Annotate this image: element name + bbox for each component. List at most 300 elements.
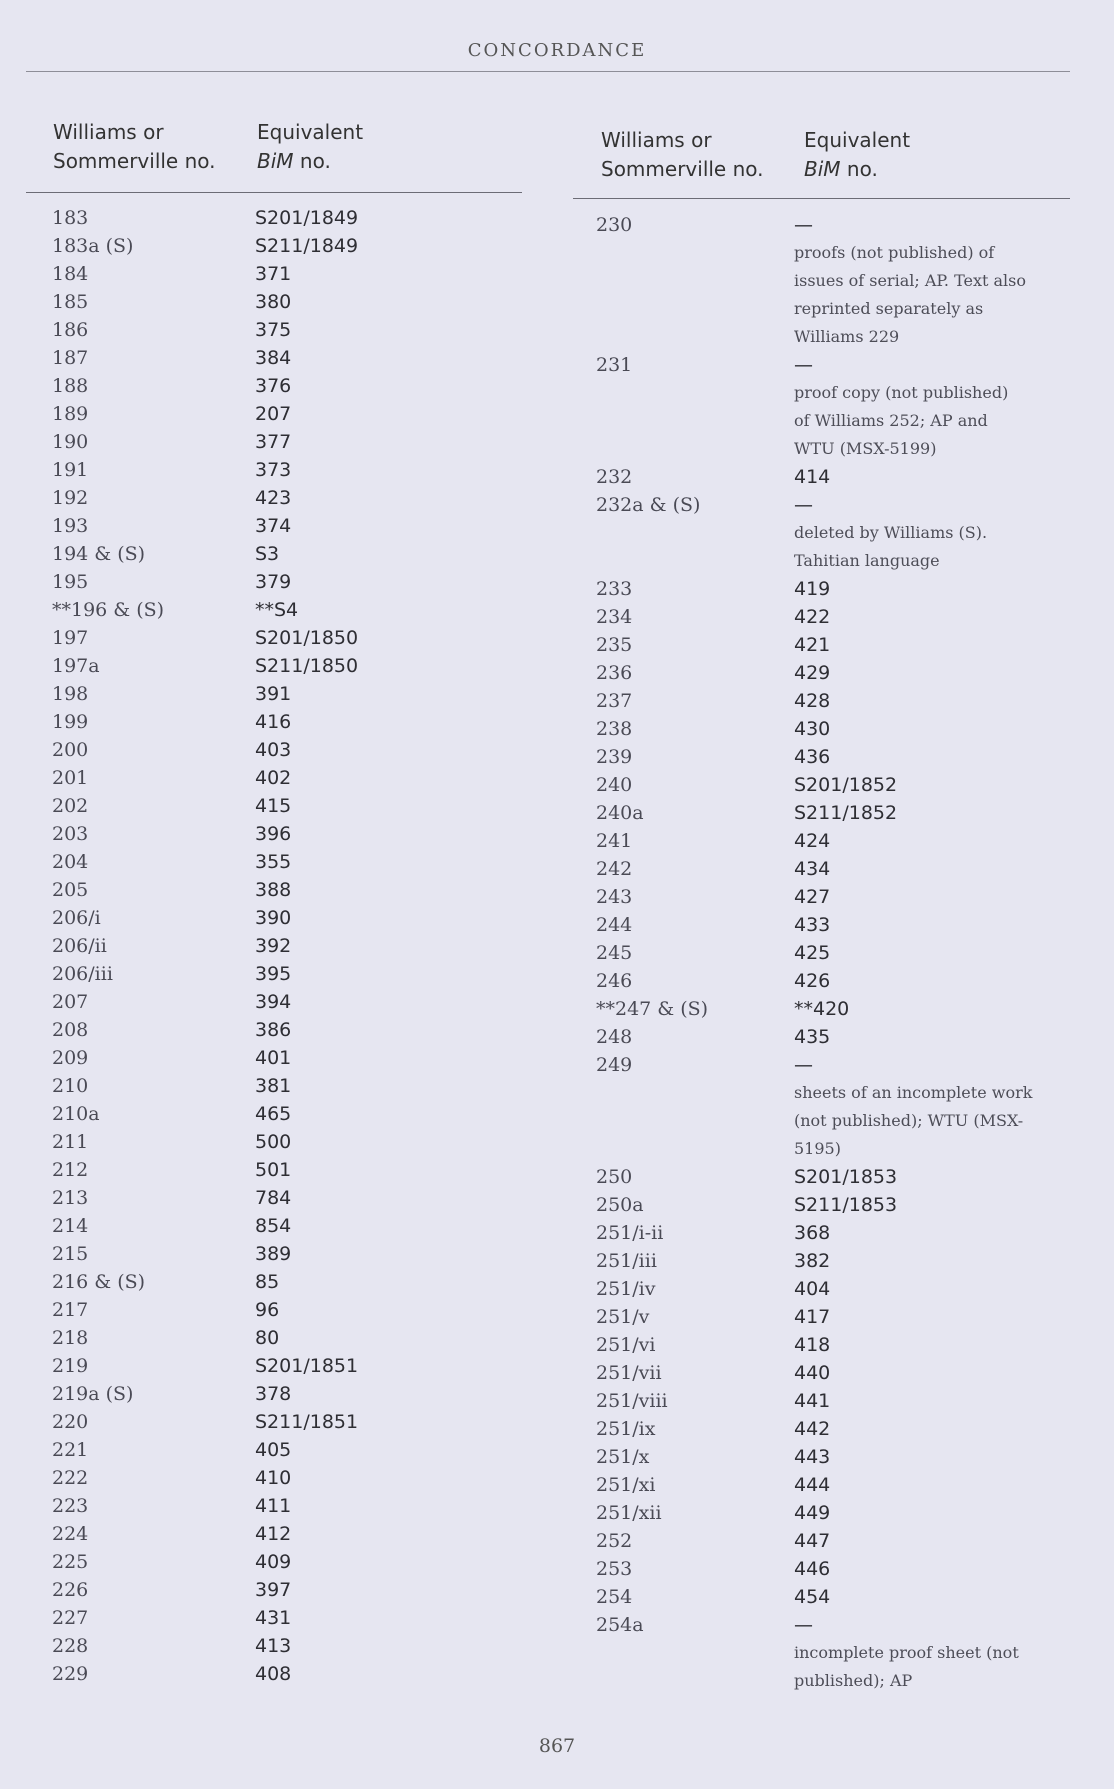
table-row xyxy=(573,1527,1070,1555)
table-row xyxy=(26,204,522,232)
table-row xyxy=(26,344,522,372)
left-column-header xyxy=(26,118,522,176)
bim-number: S211/1849 xyxy=(255,235,359,257)
table-row xyxy=(26,484,522,512)
williams-number: 228 xyxy=(52,1635,89,1657)
williams-number: 208 xyxy=(52,1019,89,1041)
table-row xyxy=(573,995,1070,1023)
williams-number: 183a (S) xyxy=(52,235,134,257)
table-row xyxy=(26,456,522,484)
right-rows xyxy=(573,211,1070,1695)
williams-number: 251/viii xyxy=(596,1390,668,1412)
table-row xyxy=(573,659,1070,687)
bim-number: 378 xyxy=(255,1383,292,1405)
table-row xyxy=(573,1051,1070,1079)
bim-number: S201/1851 xyxy=(255,1355,359,1377)
williams-number: 243 xyxy=(596,886,633,908)
bim-number: 441 xyxy=(794,1390,831,1412)
williams-number: 197a xyxy=(52,655,100,677)
williams-number: 233 xyxy=(596,578,633,600)
header-williams-line1: Williams or xyxy=(601,128,712,152)
bim-number: 424 xyxy=(794,830,831,852)
table-row xyxy=(573,1359,1070,1387)
williams-number: 192 xyxy=(52,487,89,509)
row-note-line: (not published); WTU (MSX- xyxy=(794,1111,1024,1130)
table-row xyxy=(573,1331,1070,1359)
bim-number: 376 xyxy=(255,375,292,397)
bim-number: 80 xyxy=(255,1327,280,1349)
table-row xyxy=(26,1352,522,1380)
bim-number: 430 xyxy=(794,718,831,740)
bim-number: 384 xyxy=(255,347,292,369)
table-row xyxy=(573,1163,1070,1191)
table-row xyxy=(26,428,522,456)
bim-number: 405 xyxy=(255,1439,292,1461)
williams-number: 252 xyxy=(596,1530,633,1552)
row-note-line: of Williams 252; AP and xyxy=(794,411,988,430)
williams-number: 251/iii xyxy=(596,1250,657,1272)
bim-number: 374 xyxy=(255,515,292,537)
bim-number: 401 xyxy=(255,1047,292,1069)
williams-number: 198 xyxy=(52,683,89,705)
bim-number: 396 xyxy=(255,823,292,845)
header-williams xyxy=(53,118,216,176)
williams-number: 213 xyxy=(52,1187,89,1209)
williams-number: 219 xyxy=(52,1355,89,1377)
row-note-line: sheets of an incomplete work xyxy=(794,1083,1033,1102)
table-row xyxy=(26,960,522,988)
table-row xyxy=(26,1632,522,1660)
bim-number: S201/1852 xyxy=(794,774,898,796)
left-header-rule xyxy=(26,192,522,193)
williams-number: 238 xyxy=(596,718,633,740)
williams-number: 197 xyxy=(52,627,89,649)
table-row xyxy=(573,351,1070,379)
bim-number: 380 xyxy=(255,291,292,313)
bim-number: S211/1853 xyxy=(794,1194,898,1216)
table-row xyxy=(26,764,522,792)
bim-number: 368 xyxy=(794,1222,831,1244)
table-row xyxy=(26,820,522,848)
table-row xyxy=(573,967,1070,995)
williams-number: 189 xyxy=(52,403,89,425)
table-row xyxy=(573,799,1070,827)
table-row xyxy=(26,1380,522,1408)
williams-number: 209 xyxy=(52,1047,89,1069)
row-note xyxy=(794,1639,1059,1695)
bim-number: 382 xyxy=(794,1250,831,1272)
williams-number: 251/iv xyxy=(596,1278,656,1300)
table-row xyxy=(26,792,522,820)
williams-number: 207 xyxy=(52,991,89,1013)
table-row xyxy=(573,883,1070,911)
table-row xyxy=(26,400,522,428)
bim-number: 422 xyxy=(794,606,831,628)
williams-number: 206/ii xyxy=(52,935,107,957)
bim-number: 426 xyxy=(794,970,831,992)
bim-number: S201/1849 xyxy=(255,207,359,229)
table-row xyxy=(573,1023,1070,1051)
bim-number: 454 xyxy=(794,1586,831,1608)
bim-number: 402 xyxy=(255,767,292,789)
table-row xyxy=(26,1408,522,1436)
table-row xyxy=(26,316,522,344)
bim-number: 427 xyxy=(794,886,831,908)
table-row xyxy=(573,211,1070,239)
williams-number: 183 xyxy=(52,207,89,229)
table-row xyxy=(26,1100,522,1128)
row-note xyxy=(794,239,1059,351)
table-row xyxy=(26,372,522,400)
bim-number: 391 xyxy=(255,683,292,705)
williams-number: 248 xyxy=(596,1026,633,1048)
bim-number: 375 xyxy=(255,319,292,341)
williams-number: **196 & (S) xyxy=(52,599,165,621)
table-row xyxy=(573,1247,1070,1275)
williams-number: 223 xyxy=(52,1495,89,1517)
top-rule xyxy=(26,71,1070,72)
williams-number: 237 xyxy=(596,690,633,712)
table-row xyxy=(573,1471,1070,1499)
williams-number: 206/i xyxy=(52,907,101,929)
williams-number: 251/v xyxy=(596,1306,650,1328)
williams-number: 227 xyxy=(52,1607,89,1629)
williams-number: 220 xyxy=(52,1411,89,1433)
table-row xyxy=(573,603,1070,631)
header-bim-line1: Equivalent xyxy=(257,120,364,144)
williams-number: 203 xyxy=(52,823,89,845)
header-bim-italic: BiM xyxy=(257,149,294,173)
table-row xyxy=(26,1240,522,1268)
bim-number: S201/1850 xyxy=(255,627,359,649)
williams-number: 194 & (S) xyxy=(52,543,146,565)
table-row xyxy=(26,1044,522,1072)
williams-number: 211 xyxy=(52,1131,89,1153)
williams-number: 249 xyxy=(596,1054,633,1076)
right-column-header xyxy=(573,126,1070,184)
williams-number: 230 xyxy=(596,214,633,236)
table-row xyxy=(573,463,1070,491)
bim-number: 428 xyxy=(794,690,831,712)
williams-number: 242 xyxy=(596,858,633,880)
williams-number: 239 xyxy=(596,746,633,768)
table-row xyxy=(26,1296,522,1324)
row-note-line: issues of serial; AP. Text also xyxy=(794,271,1027,290)
williams-number: 210a xyxy=(52,1103,100,1125)
williams-number: 201 xyxy=(52,767,89,789)
table-row xyxy=(26,1548,522,1576)
table-row xyxy=(573,1611,1070,1639)
bim-number: 854 xyxy=(255,1215,292,1237)
bim-number: 397 xyxy=(255,1579,292,1601)
williams-number: 232a & (S) xyxy=(596,494,701,516)
right-header-rule xyxy=(573,198,1070,199)
williams-number: 200 xyxy=(52,739,89,761)
bim-number: 390 xyxy=(255,907,292,929)
bim-number: S211/1852 xyxy=(794,802,898,824)
bim-number: 379 xyxy=(255,571,292,593)
williams-number: 236 xyxy=(596,662,633,684)
bim-number: 429 xyxy=(794,662,831,684)
table-row xyxy=(26,932,522,960)
bim-number: 403 xyxy=(255,739,292,761)
bim-number: 500 xyxy=(255,1131,292,1153)
bim-number: 435 xyxy=(794,1026,831,1048)
williams-number: 251/i-ii xyxy=(596,1222,664,1244)
header-williams-line2: Sommerville no. xyxy=(53,149,216,173)
williams-number: 185 xyxy=(52,291,89,313)
row-note-line: deleted by Williams (S). xyxy=(794,523,988,542)
table-row xyxy=(26,1072,522,1100)
bim-number: — xyxy=(794,214,813,236)
table-row xyxy=(26,652,522,680)
table-row xyxy=(573,855,1070,883)
bim-number: 408 xyxy=(255,1663,292,1685)
table-row xyxy=(26,988,522,1016)
table-row xyxy=(573,1275,1070,1303)
bim-number: — xyxy=(794,1614,813,1636)
bim-number: 431 xyxy=(255,1607,292,1629)
table-row xyxy=(26,540,522,568)
table-row xyxy=(26,1184,522,1212)
williams-number: 229 xyxy=(52,1663,89,1685)
table-row xyxy=(573,771,1070,799)
williams-number: 253 xyxy=(596,1558,633,1580)
row-note-line: published); AP xyxy=(794,1671,913,1690)
table-row xyxy=(26,596,522,624)
table-row xyxy=(573,911,1070,939)
williams-number: 205 xyxy=(52,879,89,901)
williams-number: 191 xyxy=(52,459,89,481)
left-rows xyxy=(26,204,522,1688)
table-row xyxy=(26,1268,522,1296)
williams-number: 216 & (S) xyxy=(52,1271,146,1293)
williams-number: 245 xyxy=(596,942,633,964)
table-row xyxy=(573,1219,1070,1247)
bim-number: 436 xyxy=(794,746,831,768)
header-bim-no: no. xyxy=(846,157,878,181)
williams-number: 251/vii xyxy=(596,1362,662,1384)
bim-number: 446 xyxy=(794,1558,831,1580)
table-row xyxy=(573,631,1070,659)
williams-number: 226 xyxy=(52,1579,89,1601)
bim-number: 425 xyxy=(794,942,831,964)
bim-number: 440 xyxy=(794,1362,831,1384)
row-note-line: WTU (MSX-5199) xyxy=(794,439,937,458)
table-row xyxy=(573,939,1070,967)
williams-number: 251/xii xyxy=(596,1502,662,1524)
table-row xyxy=(26,1016,522,1044)
bim-number: 449 xyxy=(794,1502,831,1524)
williams-number: 231 xyxy=(596,354,633,376)
header-bim xyxy=(257,118,363,176)
table-row xyxy=(26,736,522,764)
row-note-line: Tahitian language xyxy=(794,551,940,570)
williams-number: 188 xyxy=(52,375,89,397)
bim-number: S211/1850 xyxy=(255,655,359,677)
bim-number: 418 xyxy=(794,1334,831,1356)
williams-number: 251/xi xyxy=(596,1474,656,1496)
table-row xyxy=(573,575,1070,603)
bim-number: 395 xyxy=(255,963,292,985)
bim-number: 416 xyxy=(255,711,292,733)
header-bim xyxy=(804,126,910,184)
table-row xyxy=(26,232,522,260)
header-williams xyxy=(601,126,764,184)
page-number: 867 xyxy=(538,1735,576,1757)
williams-number: 184 xyxy=(52,263,89,285)
row-note-line: incomplete proof sheet (not xyxy=(794,1643,1019,1662)
bim-number: 392 xyxy=(255,935,292,957)
bim-number: 412 xyxy=(255,1523,292,1545)
table-row xyxy=(573,1443,1070,1471)
bim-number: S201/1853 xyxy=(794,1166,898,1188)
williams-number: 186 xyxy=(52,319,89,341)
table-row xyxy=(26,568,522,596)
williams-number: 195 xyxy=(52,571,89,593)
table-row xyxy=(573,1415,1070,1443)
williams-number: 193 xyxy=(52,515,89,537)
williams-number: 221 xyxy=(52,1439,89,1461)
bim-number: 386 xyxy=(255,1019,292,1041)
bim-number: 413 xyxy=(255,1635,292,1657)
bim-number: 411 xyxy=(255,1495,292,1517)
bim-number: 415 xyxy=(255,795,292,817)
left-column xyxy=(26,118,522,1685)
header-williams-line2: Sommerville no. xyxy=(601,157,764,181)
table-row xyxy=(26,1660,522,1688)
row-note-line: 5195) xyxy=(794,1139,841,1158)
williams-number: 214 xyxy=(52,1215,89,1237)
table-row xyxy=(573,1303,1070,1331)
williams-number: **247 & (S) xyxy=(596,998,709,1020)
table-row xyxy=(26,1520,522,1548)
table-row xyxy=(573,715,1070,743)
bim-number: 501 xyxy=(255,1159,292,1181)
bim-number: 409 xyxy=(255,1551,292,1573)
table-row xyxy=(573,1583,1070,1611)
williams-number: 250a xyxy=(596,1194,644,1216)
williams-number: 232 xyxy=(596,466,633,488)
table-row xyxy=(26,1492,522,1520)
bim-number: 419 xyxy=(794,578,831,600)
table-row xyxy=(26,1156,522,1184)
table-row xyxy=(26,904,522,932)
williams-number: 217 xyxy=(52,1299,89,1321)
williams-number: 199 xyxy=(52,711,89,733)
williams-number: 206/iii xyxy=(52,963,113,985)
williams-number: 251/x xyxy=(596,1446,650,1468)
bim-number: — xyxy=(794,1054,813,1076)
bim-number: 373 xyxy=(255,459,292,481)
bim-number: 447 xyxy=(794,1530,831,1552)
williams-number: 212 xyxy=(52,1159,89,1181)
williams-number: 215 xyxy=(52,1243,89,1265)
bim-number: 371 xyxy=(255,263,292,285)
table-row xyxy=(26,1436,522,1464)
header-bim-no: no. xyxy=(299,149,331,173)
bim-number: 444 xyxy=(794,1474,831,1496)
bim-number: 423 xyxy=(255,487,292,509)
williams-number: 204 xyxy=(52,851,89,873)
bim-number: 414 xyxy=(794,466,831,488)
bim-number: S211/1851 xyxy=(255,1411,359,1433)
bim-number: **S4 xyxy=(255,599,299,621)
table-row xyxy=(26,848,522,876)
williams-number: 218 xyxy=(52,1327,89,1349)
page-title: CONCORDANCE xyxy=(467,40,647,61)
table-row xyxy=(26,512,522,540)
table-row xyxy=(26,1128,522,1156)
table-row xyxy=(26,708,522,736)
williams-number: 219a (S) xyxy=(52,1383,134,1405)
row-note-line: Williams 229 xyxy=(794,327,900,346)
williams-number: 254a xyxy=(596,1614,644,1636)
table-row xyxy=(573,1499,1070,1527)
bim-number: 410 xyxy=(255,1467,292,1489)
table-row xyxy=(26,680,522,708)
bim-number: 96 xyxy=(255,1299,280,1321)
table-row xyxy=(573,1387,1070,1415)
table-row xyxy=(573,687,1070,715)
table-row xyxy=(26,1576,522,1604)
bim-number: 377 xyxy=(255,431,292,453)
bim-number: 394 xyxy=(255,991,292,1013)
williams-number: 240a xyxy=(596,802,644,824)
williams-number: 246 xyxy=(596,970,633,992)
williams-number: 251/vi xyxy=(596,1334,656,1356)
header-bim-line1: Equivalent xyxy=(804,128,911,152)
williams-number: 234 xyxy=(596,606,633,628)
bim-number: 421 xyxy=(794,634,831,656)
row-note-line: reprinted separately as xyxy=(794,299,984,318)
bim-number: 433 xyxy=(794,914,831,936)
bim-number: 404 xyxy=(794,1278,831,1300)
bim-number: 355 xyxy=(255,851,292,873)
table-row xyxy=(26,1464,522,1492)
header-williams-line1: Williams or xyxy=(53,120,164,144)
williams-number: 250 xyxy=(596,1166,633,1188)
row-note-line: proofs (not published) of xyxy=(794,243,995,262)
williams-number: 190 xyxy=(52,431,89,453)
table-row xyxy=(573,743,1070,771)
bim-number: 85 xyxy=(255,1271,280,1293)
table-row xyxy=(573,491,1070,519)
table-row xyxy=(26,876,522,904)
row-note-line: proof copy (not published) xyxy=(794,383,1009,402)
bim-number: 207 xyxy=(255,403,292,425)
bim-number: 434 xyxy=(794,858,831,880)
bim-number: 442 xyxy=(794,1418,831,1440)
row-note xyxy=(794,519,1059,575)
bim-number: 389 xyxy=(255,1243,292,1265)
row-note xyxy=(794,1079,1059,1163)
williams-number: 244 xyxy=(596,914,633,936)
header-bim-italic: BiM xyxy=(804,157,841,181)
right-column xyxy=(573,118,1070,1690)
williams-number: 241 xyxy=(596,830,633,852)
williams-number: 251/ix xyxy=(596,1418,656,1440)
bim-number: 443 xyxy=(794,1446,831,1468)
table-row xyxy=(26,260,522,288)
table-row xyxy=(26,624,522,652)
williams-number: 225 xyxy=(52,1551,89,1573)
williams-number: 235 xyxy=(596,634,633,656)
williams-number: 254 xyxy=(596,1586,633,1608)
bim-number: 388 xyxy=(255,879,292,901)
williams-number: 210 xyxy=(52,1075,89,1097)
bim-number: 381 xyxy=(255,1075,292,1097)
